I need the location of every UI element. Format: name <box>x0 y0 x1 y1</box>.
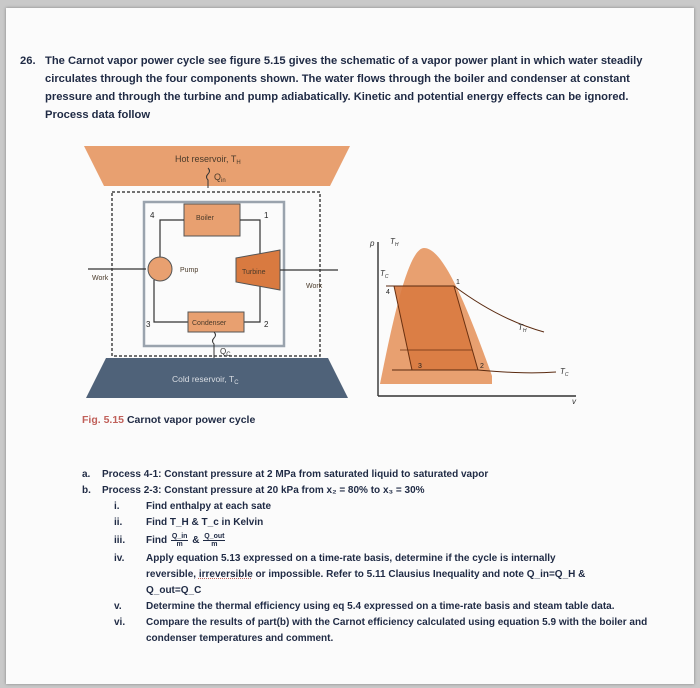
item-b-text: Process 2-3: Constant pressure at 20 kPa from x₂ = 80% to x₃ = 30% <box>102 485 425 496</box>
pipe-condenser-pump <box>154 280 188 322</box>
problem-number: 26. <box>20 55 36 67</box>
pump-circle <box>148 257 172 281</box>
schematic-state-3: 3 <box>146 320 151 329</box>
item-vi <box>114 615 672 647</box>
pv-diagram <box>368 234 582 406</box>
q-in-fraction: $\frac{Q\_in}{m}$ <box>171 532 188 548</box>
item-b <box>82 483 672 499</box>
item-iv <box>114 551 672 599</box>
pipe-boiler-turbine <box>240 220 260 258</box>
work-left-label: Work <box>92 275 109 282</box>
item-i-text: Find enthalpy at each sate <box>146 501 272 512</box>
item-a <box>82 467 672 483</box>
item-iv-text-2b: irreversible <box>198 569 253 580</box>
item-ii-marker: ii. <box>114 517 123 528</box>
item-iii-marker: iii. <box>114 535 126 546</box>
schematic-state-4: 4 <box>150 211 155 220</box>
item-iv-text-2a: reversible, <box>146 569 197 580</box>
q-out-fraction: $\frac{\text{Q\_out}}{m}$ <box>204 532 225 548</box>
turbine-label: Turbine <box>242 269 266 276</box>
schematic-state-1: 1 <box>264 211 269 220</box>
item-iv-text-2c: or impossible. Refer to 5.11 Clausius Inequality and note Q_in=Q_H & <box>255 569 586 580</box>
tc-curve-label: $T_C$ <box>560 367 569 378</box>
th-curve-label: $T_H$ <box>518 323 527 334</box>
item-b-marker: b. <box>82 485 91 496</box>
figure-caption <box>82 414 255 426</box>
pump-label: Pump <box>180 267 199 274</box>
item-vi-marker: vi. <box>114 617 126 628</box>
item-i-marker: i. <box>114 501 120 512</box>
item-iv-text-1: Apply equation 5.13 expressed on a time-rate basis, determine if the cycle is internally <box>146 553 556 564</box>
item-iii-amp: & <box>192 535 200 546</box>
boiler-label: Boiler <box>196 215 214 222</box>
item-ii-text: Find T_H & T_c in Kelvin <box>146 517 264 528</box>
item-iv-text-3: Q_out=Q_C <box>146 585 202 596</box>
item-ii <box>114 515 672 531</box>
v-axis-label: v <box>572 397 576 406</box>
hot-reservoir-label: Hot reservoir, $T_H$ <box>175 154 241 166</box>
problem-text: The Carnot vapor power cycle see figure 5.15 gives the schematic of a vapor power plant in which water steadily circulates through the four components shown. The water flows through the boiler and condenser at constant pressure and through the turbine and pump adiabatically. Kinetic and potential energy effects can be ignored. Process data follow <box>45 55 643 121</box>
question-list <box>82 467 672 647</box>
tc-top-label: $T_C$ <box>380 269 389 280</box>
pv-state-2: 2 <box>480 363 484 370</box>
th-top-label: $T_H$ <box>390 237 399 248</box>
item-v <box>114 599 672 615</box>
item-vi-text: Compare the results of part(b) with the Carnot efficiency calculated using equation 5.9 with the boiler and condenser temperatures and comment. <box>146 617 648 644</box>
p-axis-label: p <box>370 239 375 248</box>
cold-reservoir-label: Cold reservoir, $T_C$ <box>172 374 239 386</box>
figure-caption-text: Carnot vapor power cycle <box>126 414 256 426</box>
pv-state-4: 4 <box>386 289 390 296</box>
figure-number: Fig. 5.15 <box>82 414 125 426</box>
vapor-cycle-schematic <box>84 146 354 408</box>
item-i <box>114 499 672 515</box>
schematic-state-2: 2 <box>264 320 269 329</box>
item-iii-find: Find <box>146 535 168 546</box>
pv-state-3: 3 <box>418 363 422 370</box>
item-iv-marker: iv. <box>114 553 125 564</box>
item-v-marker: v. <box>114 601 122 612</box>
q-in-label: $Q_{in}$ <box>214 172 226 184</box>
pipe-pump-boiler <box>160 220 184 258</box>
work-right-label: Work <box>306 283 323 290</box>
problem-statement <box>20 52 675 124</box>
item-a-marker: a. <box>82 469 91 480</box>
condenser-label: Condenser <box>192 320 227 327</box>
q-out-label: $Q_C$ <box>220 347 231 358</box>
pv-state-1: 1 <box>456 279 460 286</box>
item-a-text: Process 4-1: Constant pressure at 2 MPa from saturated liquid to saturated vapor <box>102 469 489 480</box>
item-v-text: Determine the thermal efficiency using eq 5.4 expressed on a time-rate basis and steam table data. <box>146 601 615 612</box>
item-iii <box>114 531 672 551</box>
